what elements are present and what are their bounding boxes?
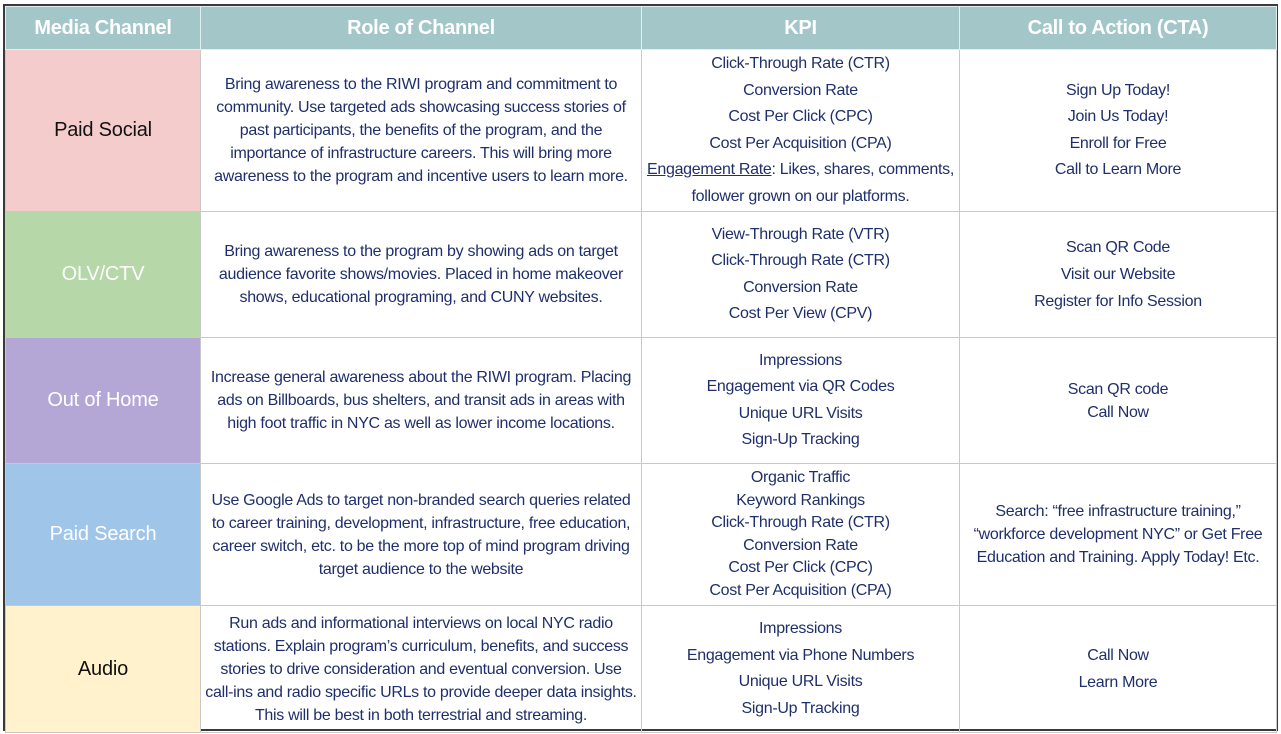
role-cell: Run ads and informational interviews on local NYC radio stations. Explain program’s curriculum, benefits, and success stories to drive consideration and eventual conversion. Use call-ins and radio specific URLs to provide deeper data insights. This will be best in both terrestrial and streaming. (201, 606, 642, 733)
kpi-engagement-detail: : Likes, shares, comments, follower grown on our platforms. (691, 161, 954, 205)
cta-item: Visit our Website (1060, 266, 1176, 283)
cta-item: Call to Learn More (1054, 161, 1182, 178)
role-cell: Increase general awareness about the RIWI program. Placing ads on Billboards, bus shelters, and transit ads in areas with high foot traffic in NYC as well as lower income locations. (201, 338, 642, 464)
kpi-item: Cost Per Click (CPC) (728, 559, 873, 576)
kpi-item: Cost Per Acquisition (CPA) (709, 581, 892, 599)
kpi-cell (642, 212, 960, 338)
kpi-item: Cost Per View (CPV) (728, 305, 873, 322)
channel-label: Paid Search (49, 523, 157, 546)
kpi-item: Conversion Rate (743, 536, 858, 554)
channel-cell (6, 50, 201, 212)
cta-item: Call Now (1087, 403, 1149, 421)
cta-cell: Search: “free infrastructure training,” “workforce development NYC” or Get Free Education and Training. Apply Today! Etc. (960, 464, 1277, 606)
kpi-cell (642, 50, 960, 212)
cta-item: Learn More (1078, 674, 1158, 691)
kpi-item: Keyword Rankings (736, 491, 865, 509)
kpi-item: Unique URL Visits (738, 673, 863, 690)
kpi-item: Organic Traffic (750, 469, 851, 486)
media-plan-table-frame (3, 4, 1278, 731)
table-row-audio (6, 606, 1277, 733)
cta-cell (960, 50, 1277, 212)
kpi-item: Engagement via Phone Numbers (686, 646, 915, 664)
kpi-item: Click-Through Rate (CTR) (711, 252, 890, 269)
kpi-item: View-Through Rate (VTR) (711, 225, 890, 243)
kpi-item: Impressions (759, 351, 842, 369)
kpi-item: Sign-Up Tracking (741, 699, 860, 717)
role-cell: Use Google Ads to target non-branded search queries related to career training, development, infrastructure, free education, career switch, etc. to be the more top of mind program driving target audience to the website (201, 464, 642, 606)
kpi-item: Sign-Up Tracking (741, 431, 860, 448)
cta-item: Scan QR code (1067, 380, 1169, 398)
cta-cell (960, 606, 1277, 733)
channel-cell (6, 606, 201, 733)
table-row-out-of-home (6, 338, 1277, 464)
kpi-item: Impressions (759, 620, 842, 637)
table-row-paid-search (6, 464, 1277, 606)
header-call-to-action: Call to Action (CTA) (960, 7, 1277, 50)
kpi-cell (642, 464, 960, 606)
channel-label: Audio (77, 657, 129, 680)
kpi-item: Click-Through Rate (CTR) (711, 55, 890, 72)
header-kpi: KPI (642, 7, 960, 50)
kpi-cell (642, 606, 960, 733)
cta-item: Call Now (1087, 647, 1149, 664)
media-plan-table (5, 6, 1277, 733)
kpi-item: Click-Through Rate (CTR) (711, 514, 890, 531)
kpi-item: Cost Per Acquisition (CPA) (709, 134, 892, 152)
channel-cell (6, 212, 201, 338)
cta-item: Join Us Today! (1067, 108, 1169, 125)
cta-item: Sign Up Today! (1065, 81, 1171, 99)
role-cell: Bring awareness to the program by showing ads on target audience favorite shows/movies. Placed in home makeover shows, educational programing, and CUNY websites. (201, 212, 642, 338)
cta-item: Enroll for Free (1069, 134, 1167, 152)
channel-cell (6, 464, 201, 606)
header-role-of-channel: Role of Channel (201, 7, 642, 50)
channel-label: Out of Home (47, 389, 159, 412)
channel-label: OLV/CTV (61, 263, 145, 286)
cta-item: Register for Info Session (1034, 293, 1202, 310)
header-row (6, 7, 1277, 50)
kpi-item: Conversion Rate (743, 278, 858, 296)
table-row-paid-social (6, 50, 1277, 212)
cta-cell (960, 338, 1277, 464)
kpi-item: Unique URL Visits (738, 404, 863, 422)
kpi-item: Cost Per Click (CPC) (728, 108, 873, 125)
cta-cell (960, 212, 1277, 338)
kpi-item: Engagement via QR Codes (706, 378, 895, 395)
role-cell: Bring awareness to the RIWI program and commitment to community. Use targeted ads showcasing success stories of past participants, the benefits of the program, and the importance of infrastructure careers. This will bring more awareness to the program and incentive users to learn more. (201, 50, 642, 212)
cta-item: Scan QR Code (1065, 239, 1170, 256)
kpi-item: Conversion Rate (743, 81, 858, 99)
kpi-item-engagement (646, 157, 955, 210)
channel-cell (6, 338, 201, 464)
kpi-engagement-label: Engagement Rate (647, 161, 772, 178)
channel-label: Paid Social (54, 119, 152, 142)
kpi-cell (642, 338, 960, 464)
header-media-channel: Media Channel (6, 7, 201, 50)
table-row-olv-ctv (6, 212, 1277, 338)
